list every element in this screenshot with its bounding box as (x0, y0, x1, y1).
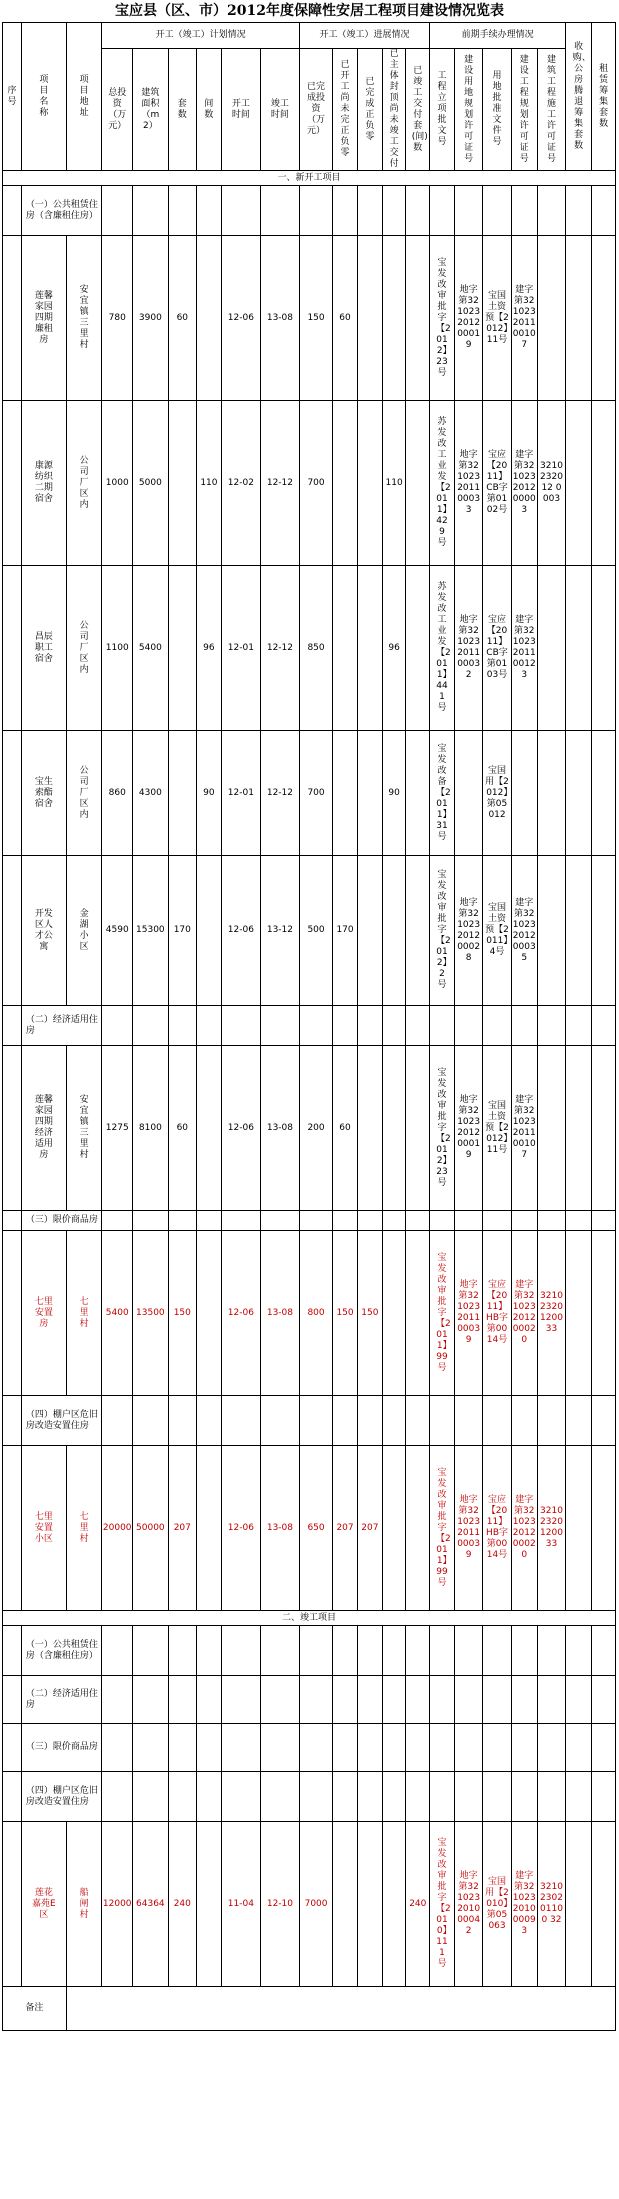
invest-cell: 5400 (102, 1231, 133, 1396)
approval-cell: 宝发改备【2011】31号 (430, 731, 455, 856)
header-approval: 工程立项批文号 (430, 49, 455, 171)
topped-cell: 110 (382, 401, 406, 566)
purchase-cell (566, 1822, 592, 1987)
header-pre-procedure-group: 前期手续办理情况 (430, 23, 566, 49)
approval-cell: 苏发改工业发【2011】429号 (430, 401, 455, 566)
eng-permit-cell: 建字第321023201200035 (511, 856, 537, 1006)
invest-cell: 780 (102, 236, 133, 401)
rent-cell (592, 401, 616, 566)
project-address-cell: 船闸村 (66, 1822, 101, 1987)
build-permit-cell (537, 236, 565, 401)
done-invest-cell: 850 (299, 566, 332, 731)
unfinished-cell: 60 (333, 1046, 358, 1211)
project-table (2, 22, 616, 2031)
units-cell (196, 1231, 221, 1396)
header-done-zero: 已完成正负零 (357, 49, 382, 171)
start-cell: 12-06 (221, 1046, 260, 1211)
delivered-cell (406, 1446, 430, 1611)
area-cell: 3900 (133, 236, 168, 401)
page-title: 宝应县（区、市）2012年度保障性安居工程项目建设情况览表 (115, 3, 504, 19)
area-cell: 15300 (133, 856, 168, 1006)
header-purchase: 收购、公房腾退筹集套数 (566, 23, 592, 171)
delivered-cell (406, 566, 430, 731)
topped-cell (382, 1446, 406, 1611)
project-address-cell: 金湖小区 (66, 856, 101, 1006)
start-cell: 12-06 (221, 236, 260, 401)
delivered-cell: 240 (406, 1822, 430, 1987)
zero-cell: 207 (357, 1446, 382, 1611)
land-permit-cell (454, 731, 482, 856)
finish-cell: 12-12 (260, 401, 299, 566)
project-address-cell: 安宜镇三里村 (66, 236, 101, 401)
land-doc-cell: 宝应【2011】CB字第0103号 (483, 566, 511, 731)
invest-cell: 12000 (102, 1822, 133, 1987)
purchase-cell (566, 236, 592, 401)
rent-cell (592, 1046, 616, 1211)
topped-cell: 96 (382, 566, 406, 731)
land-doc-cell: 宝国用【2012】第05012 (483, 731, 511, 856)
topped-cell (382, 1231, 406, 1396)
rent-cell (592, 731, 616, 856)
category-affordable: （二）经济适用住房 (21, 1006, 101, 1046)
remark-label: 备注 (3, 1987, 67, 2031)
purchase-cell (566, 1046, 592, 1211)
land-doc-cell: 宝国用【2010】第05063 (483, 1822, 511, 1987)
remark-content (66, 1987, 615, 2031)
header-sets: 套数 (168, 49, 196, 171)
topped-cell (382, 1822, 406, 1987)
sets-cell: 60 (168, 236, 196, 401)
build-permit-cell: 321023201200 33 (537, 1446, 565, 1611)
finish-cell: 13-08 (260, 1231, 299, 1396)
approval-cell: 宝发改审批字【2012】2号 (430, 856, 455, 1006)
finish-cell: 13-12 (260, 856, 299, 1006)
sets-cell (168, 566, 196, 731)
start-cell: 12-06 (221, 856, 260, 1006)
rent-cell (592, 236, 616, 401)
topped-cell (382, 236, 406, 401)
header-units: 间数 (196, 49, 221, 171)
table-row (3, 1231, 616, 1396)
area-cell: 5000 (133, 401, 168, 566)
table-row (3, 236, 616, 401)
land-doc-cell: 宝应【2011】HB字第0014号 (483, 1446, 511, 1611)
header-build-permit: 建筑工程施工许可证号 (537, 49, 565, 171)
finish-cell: 12-12 (260, 731, 299, 856)
purchase-cell (566, 731, 592, 856)
unfinished-cell (333, 1822, 358, 1987)
rent-cell (592, 1446, 616, 1611)
land-permit-cell: 地字第321023201000042 (454, 1822, 482, 1987)
units-cell (196, 1822, 221, 1987)
project-name-cell: 昌辰职工宿舍 (21, 566, 66, 731)
area-cell: 50000 (133, 1446, 168, 1611)
invest-cell: 860 (102, 731, 133, 856)
units-cell (196, 856, 221, 1006)
land-permit-cell: 地字第321023201100039 (454, 1446, 482, 1611)
eng-permit-cell: 建字第321023201100107 (511, 236, 537, 401)
area-cell: 4300 (133, 731, 168, 856)
table-row (3, 401, 616, 566)
build-permit-cell (537, 566, 565, 731)
project-name-cell: 七里安置小区 (21, 1446, 66, 1611)
zero-cell (357, 1822, 382, 1987)
unfinished-cell (333, 731, 358, 856)
units-cell: 110 (196, 401, 221, 566)
finish-cell: 13-08 (260, 1446, 299, 1611)
sets-cell (168, 731, 196, 856)
units-cell (196, 236, 221, 401)
header-area: 建筑面积（m2） (133, 49, 168, 171)
units-cell (196, 1446, 221, 1611)
project-address-cell: 七里村 (66, 1231, 101, 1396)
done-invest-cell: 7000 (299, 1822, 332, 1987)
purchase-cell (566, 1446, 592, 1611)
land-doc-cell: 宝应【2011】CB字第0102号 (483, 401, 511, 566)
invest-cell: 1100 (102, 566, 133, 731)
header-delivered: 已竣工交付套(间)数 (406, 49, 430, 171)
header-project-address: 项目地址 (66, 23, 101, 171)
sets-cell: 60 (168, 1046, 196, 1211)
header-done-invest: 已完成投资（万元） (299, 49, 332, 171)
project-name-cell: 开发区人才公寓 (21, 856, 66, 1006)
purchase-cell (566, 566, 592, 731)
invest-cell: 1275 (102, 1046, 133, 1211)
category-affordable-done: （二）经济适用住房 (21, 1676, 101, 1724)
category-shanty: （四）棚户区危旧房改造安置住房 (21, 1396, 101, 1446)
area-cell: 64364 (133, 1822, 168, 1987)
category-public-rent: （一）公共租赁住房（含廉租住房） (21, 186, 101, 236)
project-name-cell: 莲花嘉苑E区 (21, 1822, 66, 1987)
unfinished-cell (333, 401, 358, 566)
approval-cell: 苏发改工业发【2011】441号 (430, 566, 455, 731)
zero-cell (357, 856, 382, 1006)
delivered-cell (406, 401, 430, 566)
project-address-cell: 安宜镇三里村 (66, 1046, 101, 1211)
header-project-name: 项目名称 (21, 23, 66, 171)
header-eng-permit: 建设工程规划许可证号 (511, 49, 537, 171)
purchase-cell (566, 401, 592, 566)
sets-cell: 240 (168, 1822, 196, 1987)
invest-cell: 1000 (102, 401, 133, 566)
start-cell: 12-01 (221, 566, 260, 731)
category-price-limit: （三）限价商品房 (21, 1211, 101, 1231)
project-address-cell: 公司厂区内 (66, 731, 101, 856)
approval-cell: 宝发改审批字【2010】111号 (430, 1822, 455, 1987)
done-invest-cell: 800 (299, 1231, 332, 1396)
section-new-projects: 一、新开工项目 (3, 171, 616, 186)
category-price-limit-done: （三）限价商品房 (21, 1724, 101, 1772)
units-cell: 96 (196, 566, 221, 731)
zero-cell (357, 401, 382, 566)
done-invest-cell: 500 (299, 856, 332, 1006)
rent-cell (592, 566, 616, 731)
approval-cell: 宝发改审批字【2011】99号 (430, 1446, 455, 1611)
eng-permit-cell: 建字第321023201200020 (511, 1231, 537, 1396)
purchase-cell (566, 1231, 592, 1396)
eng-permit-cell: 建字第321023201200003 (511, 401, 537, 566)
land-permit-cell: 地字第321023201200028 (454, 856, 482, 1006)
header-seq: 序号 (3, 23, 22, 171)
header-rent: 租赁筹集套数 (592, 23, 616, 171)
land-permit-cell: 地字第321023201100033 (454, 401, 482, 566)
land-permit-cell: 地字第321023201100032 (454, 566, 482, 731)
header-topped: 已主体封顶尚未竣工交付 (382, 49, 406, 171)
build-permit-cell (537, 731, 565, 856)
land-permit-cell: 地字第321023201200019 (454, 1046, 482, 1211)
delivered-cell (406, 731, 430, 856)
land-doc-cell: 宝国土资预【2011】4号 (483, 856, 511, 1006)
rent-cell (592, 1231, 616, 1396)
finish-cell: 13-08 (260, 1046, 299, 1211)
finish-cell: 13-08 (260, 236, 299, 401)
build-permit-cell: 321023201200 33 (537, 1231, 565, 1396)
project-name-cell: 宝生索酯宿舍 (21, 731, 66, 856)
project-address-cell: 公司厂区内 (66, 566, 101, 731)
unfinished-cell: 60 (333, 236, 358, 401)
unfinished-cell: 207 (333, 1446, 358, 1611)
project-address-cell: 公司厂区内 (66, 401, 101, 566)
units-cell (196, 1046, 221, 1211)
delivered-cell (406, 236, 430, 401)
unfinished-cell: 170 (333, 856, 358, 1006)
sets-cell (168, 401, 196, 566)
done-invest-cell: 200 (299, 1046, 332, 1211)
build-permit-cell: 3210232012 0003 (537, 401, 565, 566)
land-doc-cell: 宝应【2011】HB字第0014号 (483, 1231, 511, 1396)
land-permit-cell: 地字第321023201100039 (454, 1231, 482, 1396)
project-name-cell: 莲馨家园四期经济适用房 (21, 1046, 66, 1211)
header-land-doc: 用地批准文件号 (483, 49, 511, 171)
header-invest: 总投资（万元） (102, 49, 133, 171)
finish-cell: 12-12 (260, 566, 299, 731)
topped-cell (382, 856, 406, 1006)
unfinished-cell (333, 566, 358, 731)
area-cell: 5400 (133, 566, 168, 731)
area-cell: 13500 (133, 1231, 168, 1396)
project-name-cell: 康源纺织二期宿舍 (21, 401, 66, 566)
start-cell: 12-02 (221, 401, 260, 566)
eng-permit-cell: 建字第321023201000093 (511, 1822, 537, 1987)
header-finish-time: 竣工时间 (260, 49, 299, 171)
header-land-permit: 建设用地规划许可证号 (454, 49, 482, 171)
purchase-cell (566, 856, 592, 1006)
header-progress-group: 开工（竣工）进展情况 (299, 23, 429, 49)
land-doc-cell: 宝国土资预【2012】11号 (483, 1046, 511, 1211)
zero-cell (357, 1046, 382, 1211)
eng-permit-cell: 建字第321023201200020 (511, 1446, 537, 1611)
sets-cell: 170 (168, 856, 196, 1006)
land-permit-cell: 地字第321023201200019 (454, 236, 482, 401)
sets-cell: 150 (168, 1231, 196, 1396)
approval-cell: 宝发改审批字【2012】23号 (430, 236, 455, 401)
delivered-cell (406, 1231, 430, 1396)
table-row (3, 566, 616, 731)
eng-permit-cell (511, 731, 537, 856)
topped-cell: 90 (382, 731, 406, 856)
header-started-unfinished: 已开工尚未完正负零 (333, 49, 358, 171)
area-cell: 8100 (133, 1046, 168, 1211)
table-row (3, 731, 616, 856)
table-row (3, 1046, 616, 1211)
land-doc-cell: 宝国土资预【2012】11号 (483, 236, 511, 401)
build-permit-cell (537, 856, 565, 1006)
project-name-cell: 莲馨家园四期廉租房 (21, 236, 66, 401)
table-row (3, 1446, 616, 1611)
units-cell: 90 (196, 731, 221, 856)
table-row (3, 1822, 616, 1987)
header-start-time: 开工时间 (221, 49, 260, 171)
start-cell: 11-04 (221, 1822, 260, 1987)
eng-permit-cell: 建字第321023201100123 (511, 566, 537, 731)
rent-cell (592, 1822, 616, 1987)
table-row (3, 856, 616, 1006)
finish-cell: 12-10 (260, 1822, 299, 1987)
eng-permit-cell: 建字第321023201100107 (511, 1046, 537, 1211)
invest-cell: 20000 (102, 1446, 133, 1611)
approval-cell: 宝发改审批字【2011】99号 (430, 1231, 455, 1396)
build-permit-cell (537, 1046, 565, 1211)
start-cell: 12-06 (221, 1231, 260, 1396)
project-address-cell: 七里村 (66, 1446, 101, 1611)
done-invest-cell: 700 (299, 401, 332, 566)
start-cell: 12-06 (221, 1446, 260, 1611)
invest-cell: 4590 (102, 856, 133, 1006)
unfinished-cell: 150 (333, 1231, 358, 1396)
delivered-cell (406, 1046, 430, 1211)
build-permit-cell: 3210230201100 32 (537, 1822, 565, 1987)
done-invest-cell: 150 (299, 236, 332, 401)
project-name-cell: 七里安置房 (21, 1231, 66, 1396)
zero-cell: 150 (357, 1231, 382, 1396)
zero-cell (357, 236, 382, 401)
delivered-cell (406, 856, 430, 1006)
category-shanty-done: （四）棚户区危旧房改造安置住房 (21, 1772, 101, 1822)
done-invest-cell: 650 (299, 1446, 332, 1611)
zero-cell (357, 731, 382, 856)
section-completed-projects: 二、竣工项目 (3, 1611, 616, 1626)
approval-cell: 宝发改审批字【2012】23号 (430, 1046, 455, 1211)
sets-cell: 207 (168, 1446, 196, 1611)
category-public-rent-done: （一）公共租赁住房（含廉租住房） (21, 1626, 101, 1676)
header-plan-group: 开工（竣工）计划情况 (102, 23, 300, 49)
done-invest-cell: 700 (299, 731, 332, 856)
topped-cell (382, 1046, 406, 1211)
zero-cell (357, 566, 382, 731)
rent-cell (592, 856, 616, 1006)
start-cell: 12-01 (221, 731, 260, 856)
